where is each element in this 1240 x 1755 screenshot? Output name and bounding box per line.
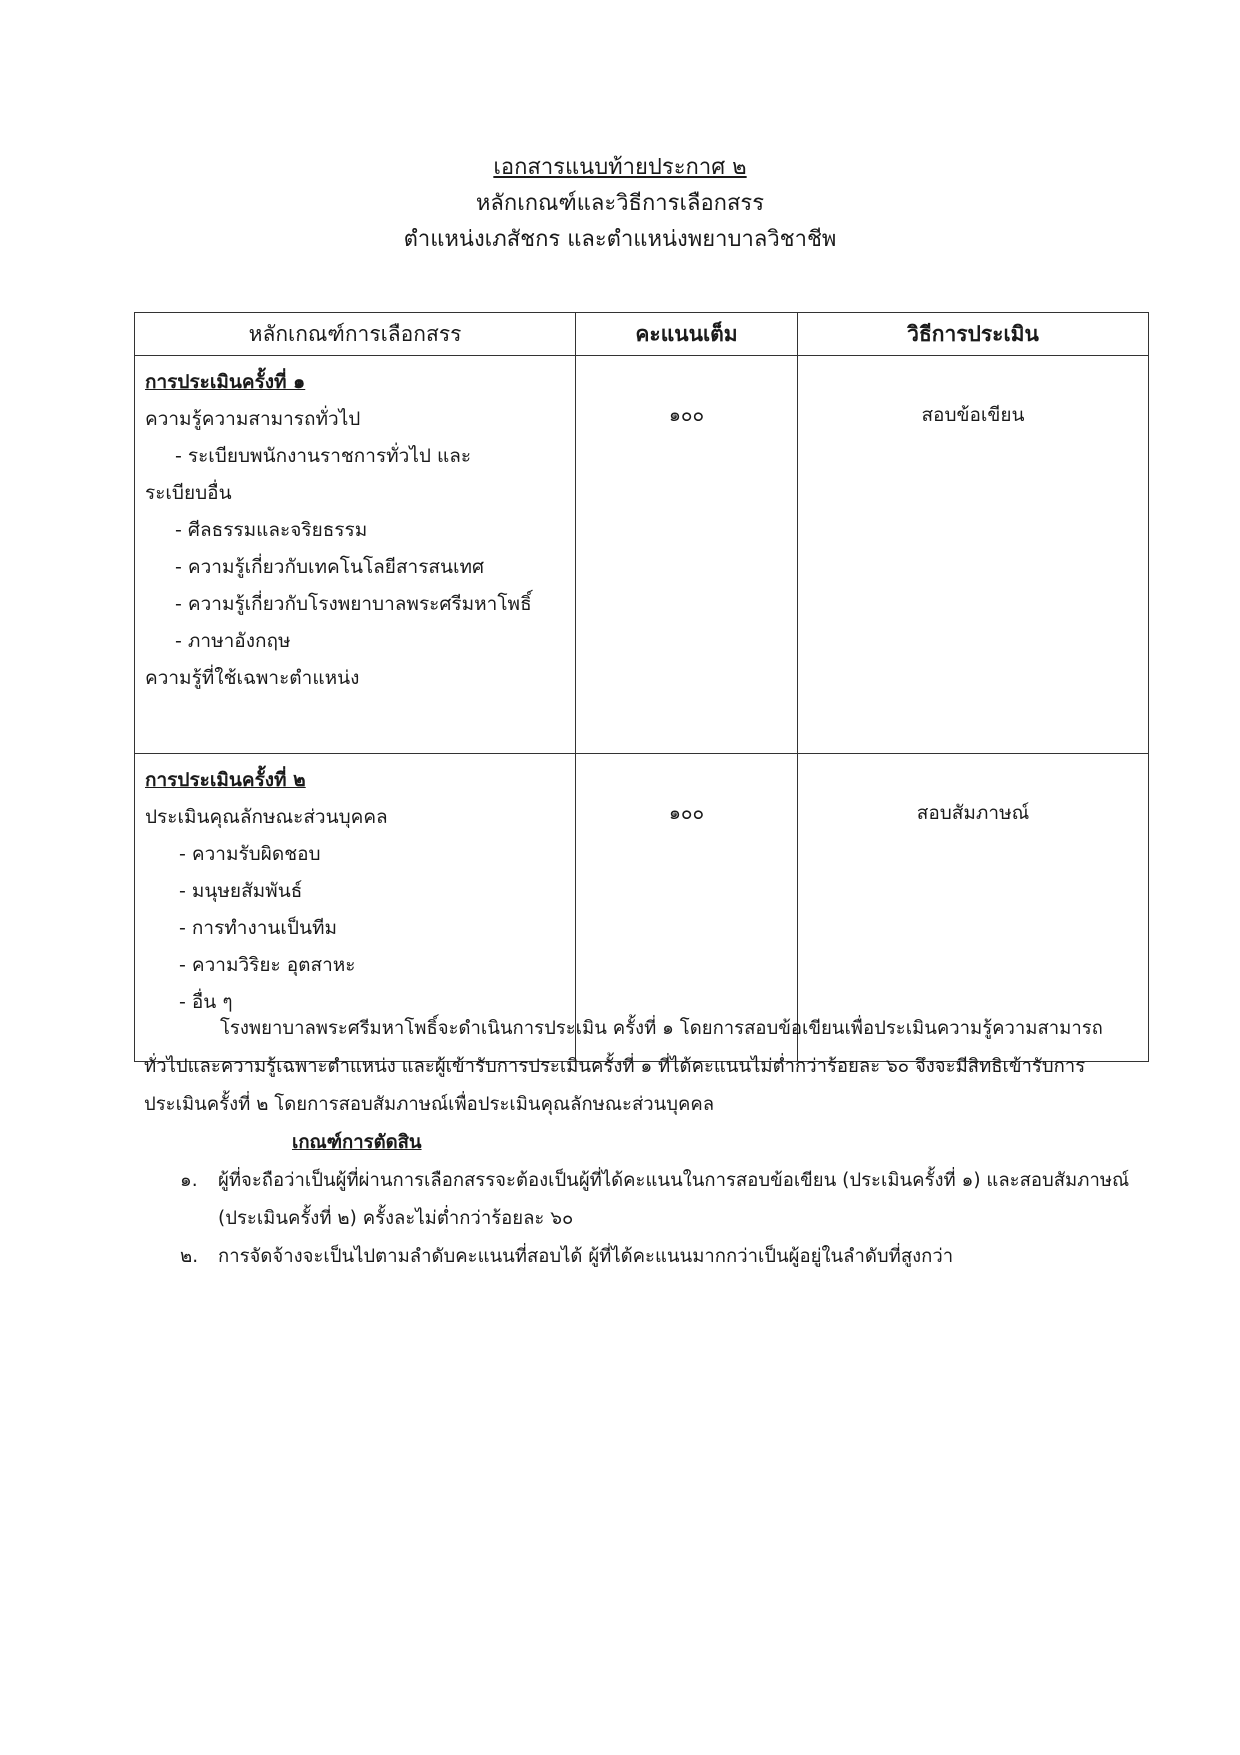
list-item: - ความรู้เกี่ยวกับเทคโนโลยีสารสนเทศ xyxy=(175,556,485,578)
method-cell: สอบข้อเขียน xyxy=(798,356,1149,754)
attachment-title: เอกสารแนบท้ายประกาศ ๒ xyxy=(493,155,747,180)
list-item: ระเบียบอื่น xyxy=(145,482,232,504)
list-item: ความรู้ความสามารถทั่วไป xyxy=(145,408,361,430)
header-method: วิธีการประเมิน xyxy=(798,313,1149,356)
criteria-table xyxy=(134,312,1149,1062)
item-number: ๒. xyxy=(180,1246,199,1267)
criteria-heading: เกณฑ์การตัดสิน xyxy=(292,1132,422,1153)
list-item: ประเมินคุณลักษณะส่วนบุคคล xyxy=(145,806,388,828)
header-full-score: คะแนนเต็ม xyxy=(576,313,798,356)
score-cell: ๑๐๐ xyxy=(576,754,798,1062)
score-cell: ๑๐๐ xyxy=(576,356,798,754)
positions-title: ตำแหน่งเภสัชกร และตำแหน่งพยาบาลวิชาชีพ xyxy=(403,227,837,252)
criteria-title: หลักเกณฑ์และวิธีการเลือกสรร xyxy=(475,191,765,216)
table-header-row xyxy=(135,313,1149,356)
list-item: - ความรับผิดชอบ xyxy=(179,843,321,865)
list-item: - มนุษยสัมพันธ์ xyxy=(179,880,303,902)
document-header xyxy=(0,150,1240,258)
list-item xyxy=(144,1162,1144,1238)
body-paragraph: โรงพยาบาลพระศรีมหาโพธิ์จะดำเนินการประเมิน ครั้งที่ ๑ โดยการสอบข้อเขียนเพื่อประเมินความรู้ความสามารถทั่วไปและความรู้เฉพาะตำแหน่ง และผู้เข้ารับการประเมินครั้งที่ ๑ ที่ได้คะแนนไม่ต่ำกว่าร้อยละ ๖๐ จึงจะมีสิทธิเข้ารับการประเมินครั้งที่ ๒ โดยการสอบสัมภาษณ์เพื่อประเมินคุณลักษณะส่วนบุคคล xyxy=(144,1018,1103,1115)
list-item: ความรู้ที่ใช้เฉพาะตำแหน่ง xyxy=(145,667,360,689)
item-text: การจัดจ้างจะเป็นไปตามลำดับคะแนนที่สอบได้ ผู้ที่ได้คะแนนมากกว่าเป็นผู้อยู่ในลำดับที่สูงกว่า xyxy=(218,1246,954,1267)
body-section xyxy=(144,1010,1144,1276)
table-row xyxy=(135,356,1149,754)
list-item: - ศีลธรรมและจริยธรรม xyxy=(175,519,368,541)
method-cell: สอบสัมภาษณ์ xyxy=(798,754,1149,1062)
phase-label: การประเมินครั้งที่ ๒ xyxy=(145,769,306,791)
item-number: ๑. xyxy=(180,1170,198,1191)
list-item: - การทำงานเป็นทีม xyxy=(179,917,337,939)
list-item xyxy=(144,1238,1144,1276)
phase-label: การประเมินครั้งที่ ๑ xyxy=(145,371,306,393)
header-criteria: หลักเกณฑ์การเลือกสรร xyxy=(135,313,576,356)
criteria-cell xyxy=(135,356,576,754)
list-item: - อื่น ๆ xyxy=(179,991,233,1013)
list-item: - ระเบียบพนักงานราชการทั่วไป และ xyxy=(175,445,472,467)
list-item: - ความวิริยะ อุตสาหะ xyxy=(179,954,356,976)
list-item: - ความรู้เกี่ยวกับโรงพยาบาลพระศรีมหาโพธิ์ xyxy=(175,593,532,615)
list-item: - ภาษาอังกฤษ xyxy=(175,630,291,652)
item-text: ผู้ที่จะถือว่าเป็นผู้ที่ผ่านการเลือกสรรจะต้องเป็นผู้ที่ได้คะแนนในการสอบข้อเขียน (ประเมินครั้งที่ ๑) และสอบสัมภาษณ์ (ประเมินครั้งที่ ๒) ครั้งละไม่ต่ำกว่าร้อยละ ๖๐ xyxy=(218,1170,1130,1229)
